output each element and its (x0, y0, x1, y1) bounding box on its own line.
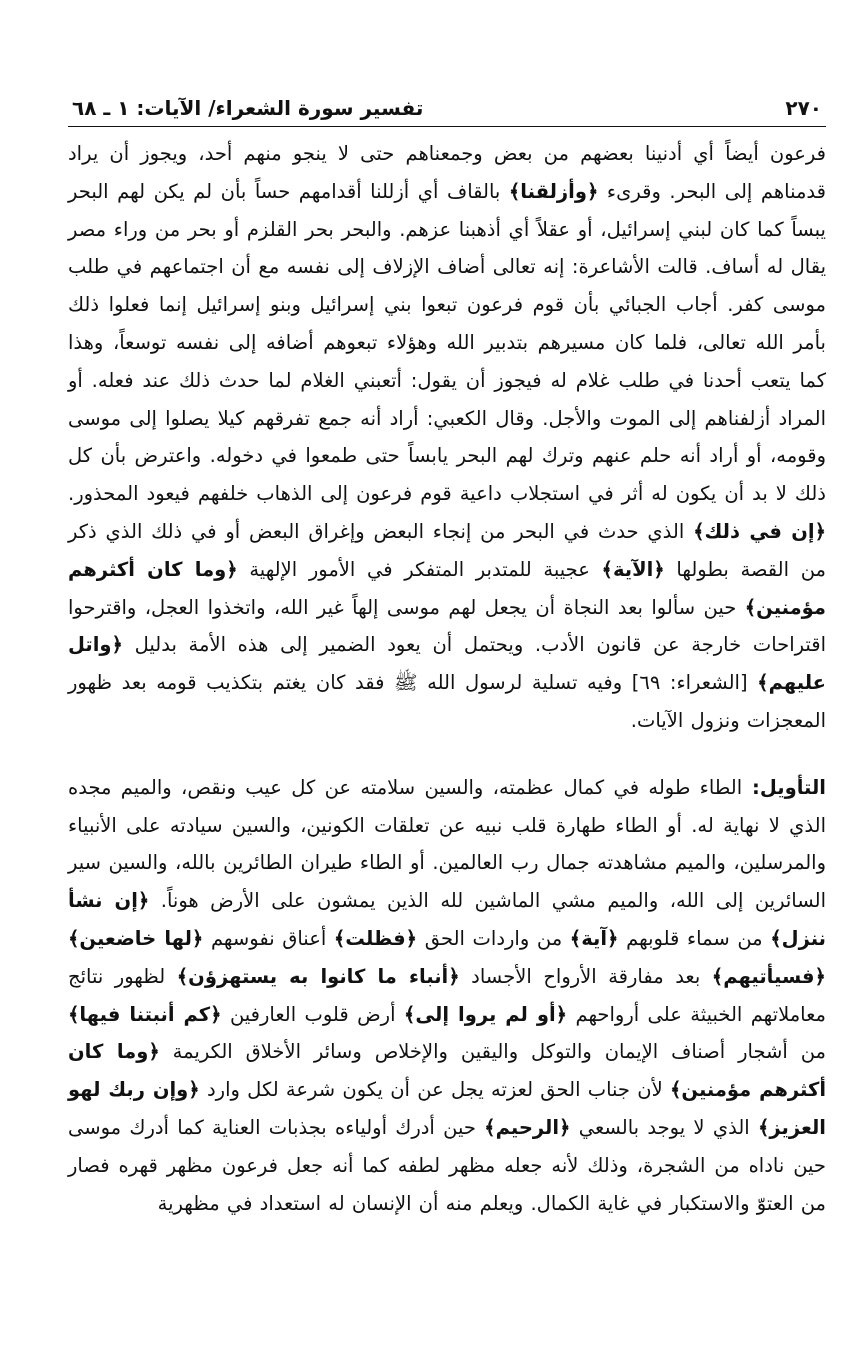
header-rule (68, 126, 826, 127)
tawil-paragraph (68, 769, 826, 1223)
quran-verse-text: ﴿وما كان أكثرهم مؤمنين﴾ (68, 557, 826, 619)
body-text: الذي حدث في البحر من إنجاء البعض وإغراق البعض أو في ذلك الذي ذكر من القصة بطولها (68, 519, 826, 581)
quran-verse-text: ﴿وما كان أكثرهم مؤمنين﴾ (68, 1040, 827, 1102)
body-text: بعد مفارقة الأرواح الأجساد (459, 964, 712, 988)
body-text: لأن جناب الحق لعزته يجل عن أن يكون شرعة لكل وارد (199, 1078, 670, 1102)
quran-verse-text: التأويل: (742, 775, 826, 799)
body-text: أعناق نفوسهم (203, 926, 334, 950)
body-text: حين أدرك أولياءه بجذبات العناية كما أدرك موسى حين ناداه من الشجرة، وذلك لأنه جعله مظهر لطفه كما أنه جعل فرعون مظهر قهره فصار من العتوّ والاستكبار في غاية الكمال. ويعلم منه أن الإنسان له استعداد في مظهرية (68, 1115, 826, 1215)
body-text: من أشجار أصناف الإيمان والتوكل واليقين والإخلاص وسائر الأخلاق الكريمة (159, 1040, 826, 1064)
quran-verse-text: ﴿إن نشأ ننزل﴾ (68, 889, 826, 950)
body-text: بالقاف أي أزللنا أقدامهم حساً بأن لم يكن لهم البحر يبساً كما كان لبني إسرائيل، أو عقلاً أي أذهبنا عزهم. والبحر بحر القلزم أو بحر من وراء مصر يقال له أساف. قالت الأشاعرة: إنه تعالى أضاف الإزلاف إلى نفسه مع أن اجتماعهم في طلب موسى كفر. أجاب الجبائي بأن قوم فرعون تبعوا بني إسرائيل وبنو إسرائيل إنما فعلوا ذلك بأمر الله تعالى، فلما كان مسيرهم بتدبير الله وهؤلاء تبعوهم أضافه إلى نفسه توسعاً، وهذا كما يتعب أحدنا في طلب غلام له فيجوز أن يقول: أتعبني الغلام لما حدث ذلك عند فعله. أو المراد أزلفناهم إلى الموت والأجل. وقال الكعبي: أراد أنه جمع تفرقهم كيلا يصلوا إلى موسى وقومه، أو أراد أنه حلم عنهم وترك لهم البحر يابساً حتى طمعوا في دخوله. واعترض بأن كل ذلك لا بد أن يكون له أثر في استجلاب داعية قوم فرعون إلى الذهاب خلفهم فيعود المحذور. (68, 179, 826, 506)
quran-verse-text: ﴿واتل عليهم﴾ (68, 633, 826, 695)
body-text: [الشعراء: ٦٩] وفيه تسلية لرسول الله ﷺ فقد كان يغتم بتكذيب قومه بعد ظهور المعجزات ونزول الآيات. (68, 671, 826, 732)
page-header (68, 96, 826, 126)
running-title: تفسير سورة الشعراء/ الآيات: ١ ـ ٦٨ (72, 96, 424, 120)
quran-verse-text: ﴿أو لم يروا إلى﴾ (403, 1002, 568, 1026)
body-text: من سماء قلوبهم (618, 926, 771, 950)
quran-verse-text: ﴿إن في ذلك﴾ (693, 519, 826, 543)
body-text: الطاء طوله في كمال عظمته، والسين سلامته عن كل عيب ونقص، والميم مجده الذي لا نهاية له. أو الطاء طهارة قلب نبيه عن تعلقات الكونين، والسين سيادته على الأنبياء والمرسلين، والميم مشاهدته جمال رب العالمين. أو الطاء طيران الطائرين بالله، والسين سير السائرين إلى الله، والميم مشي الماشين لله الذين يمشون على الأرض هوناً. (68, 775, 826, 913)
quran-verse-text: ﴿أنباء ما كانوا به يستهزؤن﴾ (176, 964, 460, 988)
quran-verse-text: ﴿آية﴾ (569, 926, 619, 950)
body-text: لظهور نتائج معاملاتهم الخبيثة على أرواحهم (68, 964, 826, 1026)
page-number: ٢٧٠ (785, 96, 822, 120)
body-text: أرض قلوب العارفين (221, 1002, 404, 1026)
quran-verse-text: ﴿كم أنبتنا فيها﴾ (68, 1002, 222, 1026)
body-text: الذي لا يوجد بالسعي (570, 1115, 758, 1139)
quran-verse-text: ﴿فظلت﴾ (333, 926, 418, 950)
quran-verse-text: ﴿الرحيم﴾ (484, 1115, 571, 1139)
body-text: عجيبة للمتدبر المتفكر في الأمور الإلهية (237, 557, 602, 581)
body-text: حين سألوا بعد النجاة أن يجعل لهم موسى إلهاً غير الله، واتخذوا العجل، واقترحوا اقتراحات خارجة عن قانون الأدب. ويحتمل أن يعود الضمير إلى هذه الأمة بدليل (68, 595, 826, 657)
body-text: فرعون أيضاً أي أدنينا بعضهم من بعض وجمعناهم حتى لا ينجو منهم أحد، ويجوز أن يراد قدمناهم إلى البحر. وقرىء (68, 142, 826, 203)
quran-verse-text: ﴿وأزلقنا﴾ (508, 179, 599, 203)
quran-verse-text: ﴿لها خاضعين﴾ ﴿فسيأتيهم﴾ (68, 926, 826, 988)
body-text: من واردات الحق (417, 926, 570, 950)
quran-verse-text: ﴿وإن ربك لهو العزيز﴾ (68, 1078, 826, 1139)
quran-verse-text: ﴿الآية﴾ (601, 557, 665, 581)
commentary-paragraph (68, 135, 826, 740)
